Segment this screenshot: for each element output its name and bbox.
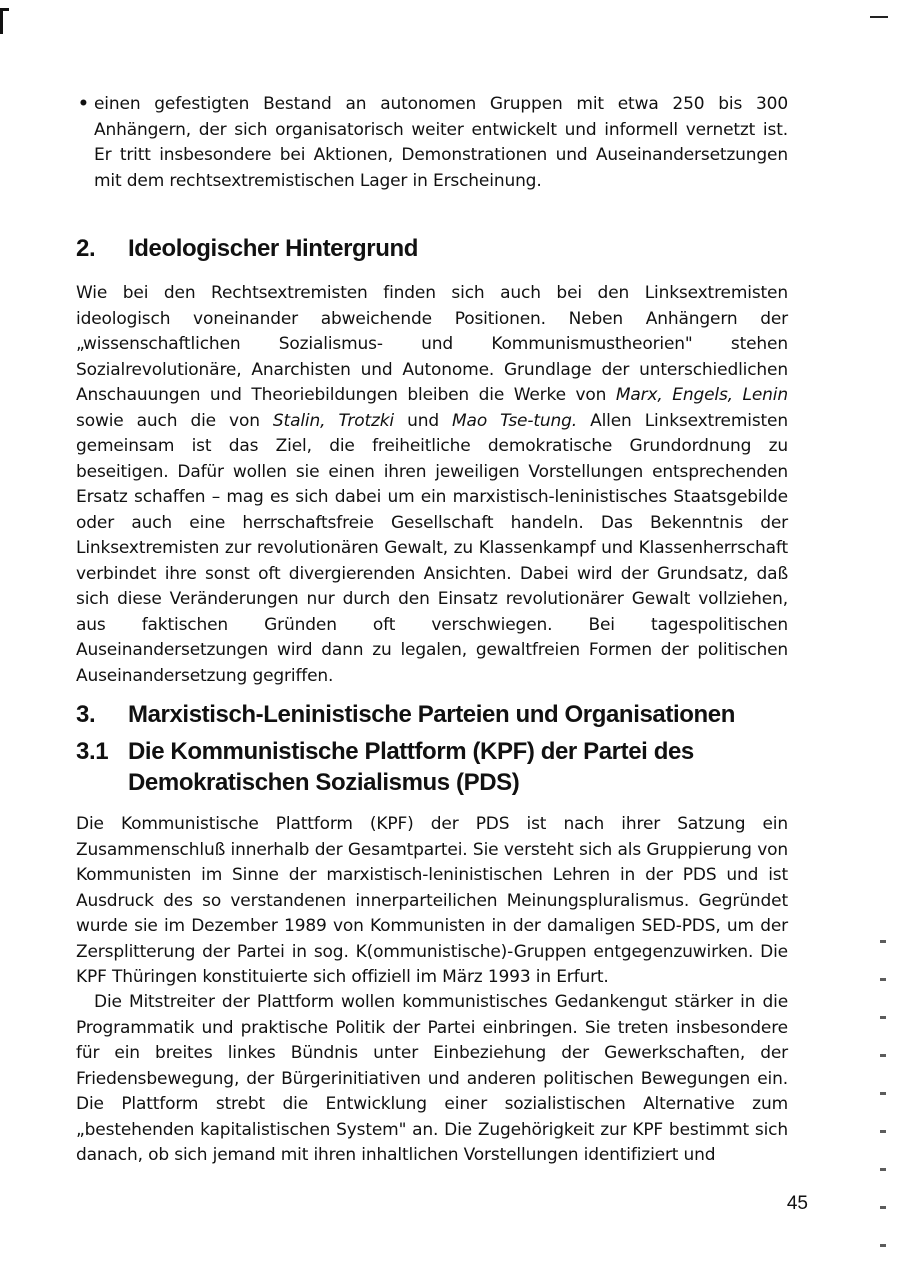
section-title-line2: Demokratischen Sozialismus (PDS)	[128, 769, 520, 796]
section-title: Ideologischer Hintergrund	[128, 235, 419, 262]
bullet-text: einen gefestigten Bestand an autonomen Gruppen mit etwa 250 bis 300 Anhängern, der sich organisatorisch weiter entwickelt und informell vernetzt ist. Er tritt insbesondere bei Aktionen, Demonstrationen und Auseinandersetzungen mit dem rechtsextremistischen Lager in Erscheinung.	[94, 94, 788, 191]
paragraph: Die Kommunistische Plattform (KPF) der PDS ist nach ihrer Satzung ein Zusammenschluß innerhalb der Gesamtpartei. Sie versteht sich als Gruppierung von Kommunisten im Sinne der marxistisch-leninistischen Lehren in der PDS und ist Ausdruck des so verstandenen innerparteilichen Meinungspluralismus. Gegründet wurde sie im Dezember 1989 von Kommunisten in der damaligen SED-PDS, um der Zersplitterung der Partei in sog. K(ommunistische)-Gruppen entgegenzuwirken. Die KPF Thüringen konstituierte sich offiziell im März 1993 in Erfurt.	[76, 814, 788, 987]
page-number: 45	[786, 1193, 808, 1214]
author-name: Stalin,	[272, 410, 326, 431]
section-number: 3.1	[76, 738, 109, 765]
bullet-list	[76, 92, 788, 194]
paragraph	[76, 281, 788, 689]
text-run: Allen Linksextremisten gemeinsam ist das Ziel, die freiheitliche demokratische Grundordnung zu beseitigen. Dafür wollen sie einen ihren jeweiligen Vorstellungen entsprechenden Ersatz schaffen – mag es sich dabei um ein marxistisch-leninistisches Staatsgebilde oder auch eine herrschaftsfreie Gesellschaft handeln. Das Bekenntnis der Linksextremisten zur revolutionären Gewalt, zu Klassenkampf und Klassenherrschaft verbindet ihre sonst oft divergierenden Ansichten. Dabei wird der Grundsatz, daß sich diese Veränderungen nur durch den Einsatz revolutionärer Gewalt vollziehen, aus faktischen Gründen oft verschwiegen. Bei tagespolitischen Auseinandersetzungen wird dann zu legalen, gewaltfreien Formen der politischen Auseinandersetzung gegriffen.	[76, 410, 788, 686]
section-2-body	[76, 281, 788, 689]
section-title: Marxistisch-Leninistische Parteien und Organisationen	[128, 701, 735, 728]
author-name: Mao Tse-tung.	[452, 410, 578, 431]
section-heading-3	[76, 699, 735, 730]
text-run: sowie auch die von	[76, 410, 273, 431]
scan-edge-dash	[870, 16, 888, 18]
author-name: Marx,	[615, 385, 663, 405]
section-3-1-paragraph-2	[76, 990, 788, 1169]
paragraph: Die Mitstreiter der Plattform wollen kommunistisches Gedankengut stärker in die Programmatik und praktische Politik der Partei einbringen. Sie treten insbesondere für ein breites linkes Bündnis unter Einbeziehung der Gewerkschaften, der Friedensbewegung, der Bürgerinitiativen und anderen politischen Bewegungen ein. Die Plattform strebt die Entwicklung einer sozialistischen Alternative zum „bestehenden kapitalistischen System" an. Die Zugehörigkeit zur KPF bestimmt sich danach, ob sich jemand mit ihren inhaltlichen Vorstellungen identifiziert und	[76, 992, 788, 1165]
section-3-1-paragraph-1	[76, 812, 788, 991]
section-heading-2	[76, 233, 418, 264]
bullet-marker: •	[78, 94, 89, 114]
section-number: 2.	[76, 235, 96, 262]
text-run: Wie bei den Rechtsextremisten finden sich auch bei den Linksextremisten ideologisch voneinander abweichende Positionen. Neben Anhängern der „wissenschaftlichen Sozialismus- und Kommunismustheorien" stehen Sozialrevolutionäre, Anarchisten und Autonome. Grundlage der unterschiedlichen Anschauungen und Theoriebildungen bleiben die Werke von	[76, 283, 788, 405]
scan-edge-marks	[880, 940, 886, 1260]
author-name: Lenin	[742, 385, 788, 405]
author-name: Engels,	[672, 385, 733, 405]
text-run: und	[394, 410, 453, 431]
author-name: Trotzki	[338, 410, 394, 431]
section-title-line1: Die Kommunistische Plattform (KPF) der Partei des	[128, 738, 694, 765]
section-number: 3.	[76, 701, 96, 728]
scan-corner-mark	[0, 8, 9, 34]
bullet-item	[76, 92, 788, 194]
section-heading-3-1	[76, 736, 694, 798]
